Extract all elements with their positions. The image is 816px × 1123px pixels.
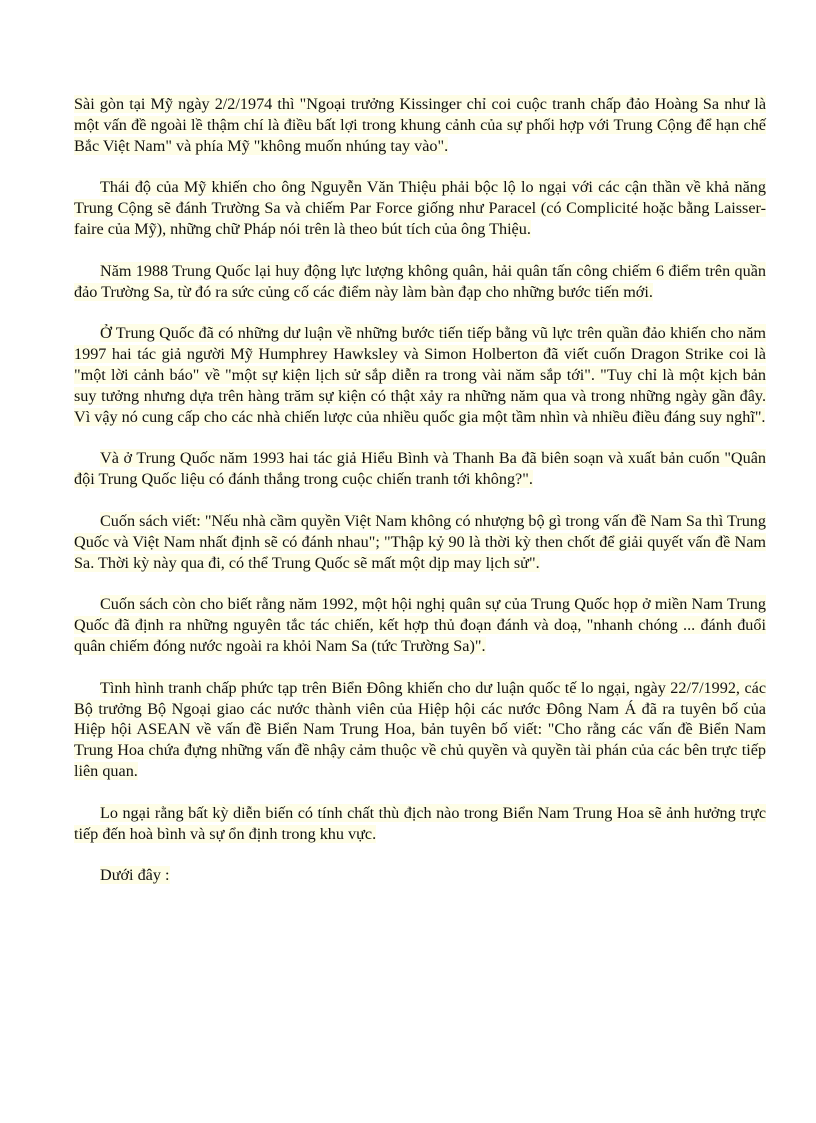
paragraph-9: Lo ngại rằng bất kỳ diễn biến có tính chất thù địch nào trong Biển Nam Trung Hoa sẽ ảnh hưởng trực tiếp đến hoà bình và sự ổn định trong khu vực. <box>74 803 766 843</box>
paragraph-3: Năm 1988 Trung Quốc lại huy động lực lượng không quân, hải quân tấn công chiếm 6 điểm trên quần đảo Trường Sa, từ đó ra sức củng cố các điểm này làm bàn đạp cho những bước tiến mới. <box>74 261 766 301</box>
document-body <box>74 94 766 907</box>
paragraph-7: Cuốn sách còn cho biết rằng năm 1992, một hội nghị quân sự của Trung Quốc họp ở miền Nam Trung Quốc đã định ra những nguyên tắc tác chiến, kết hợp thủ đoạn đánh và doạ, "nhanh chóng ... đánh đuổi quân chiếm đóng nước ngoài ra khỏi Nam Sa (tức Trường Sa)". <box>74 595 766 655</box>
paragraph-2: Thái độ của Mỹ khiến cho ông Nguyễn Văn Thiệu phải bộc lộ lo ngại với các cận thần về khả năng Trung Cộng sẽ đánh Trường Sa và chiếm Par Force giống như Paracel (có Complicité hoặc bằng Laisser-faire của Mỹ), những chữ Pháp nói trên là theo bút tích của ông Thiệu. <box>74 178 766 238</box>
paragraph-6: Cuốn sách viết: "Nếu nhà cầm quyền Việt Nam không có nhượng bộ gì trong vấn đề Nam Sa thì Trung Quốc và Việt Nam nhất định sẽ có đánh nhau"; "Thập kỷ 90 là thời kỳ then chốt để giải quyết vấn đề Nam Sa. Thời kỳ này qua đi, có thể Trung Quốc sẽ mất một dịp may lịch sử". <box>74 511 766 572</box>
paragraph-10: Dưới đây : <box>100 866 170 885</box>
paragraph-4: Ở Trung Quốc đã có những dư luận về những bước tiến tiếp bằng vũ lực trên quần đảo khiến cho năm 1997 hai tác giả người Mỹ Humphrey Hawksley và Simon Holberton đã viết cuốn Dragon Strike coi là "một lời cảnh báo" về "một sự kiện lịch sử sắp diễn ra trong vài năm sắp tới". "Tuy chỉ là một kịch bản suy tưởng nhưng dựa trên hàng trăm sự kiện có thật xảy ra những năm qua và trong những ngày gần đây. Vì vậy nó cung cấp cho các nhà chiến lược của nhiều quốc gia một tầm nhìn và nhiều điều đáng suy nghĩ". <box>74 324 766 426</box>
paragraph-8: Tình hình tranh chấp phức tạp trên Biển Đông khiến cho dư luận quốc tế lo ngại, ngày 22/7/1992, các Bộ trưởng Bộ Ngoại giao các nước thành viên của Hiệp hội các nước Đông Nam Á đã ra tuyên bố của Hiệp hội ASEAN về vấn đề Biển Nam Trung Hoa, bản tuyên bố viết: "Cho rằng các vấn đề Biển Nam Trung Hoa chứa đựng những vấn đề nhậy cảm thuộc về chủ quyền và quyền tài phán của các bên trực tiếp liên quan. <box>74 678 766 780</box>
paragraph-1: Sài gòn tại Mỹ ngày 2/2/1974 thì "Ngoại trưởng Kissinger chỉ coi cuộc tranh chấp đảo Hoàng Sa như là một vấn đề ngoài lề thậm chí là điều bất lợi trong khung cảnh của sự phối hợp với Trung Cộng để hạn chế Bắc Việt Nam" và phía Mỹ "không muốn nhúng tay vào". <box>74 95 766 155</box>
paragraph-5: Và ở Trung Quốc năm 1993 hai tác giả Hiểu Bình và Thanh Ba đã biên soạn và xuất bản cuốn "Quân đội Trung Quốc liệu có đánh thắng trong cuộc chiến tranh tới không?". <box>74 449 766 489</box>
